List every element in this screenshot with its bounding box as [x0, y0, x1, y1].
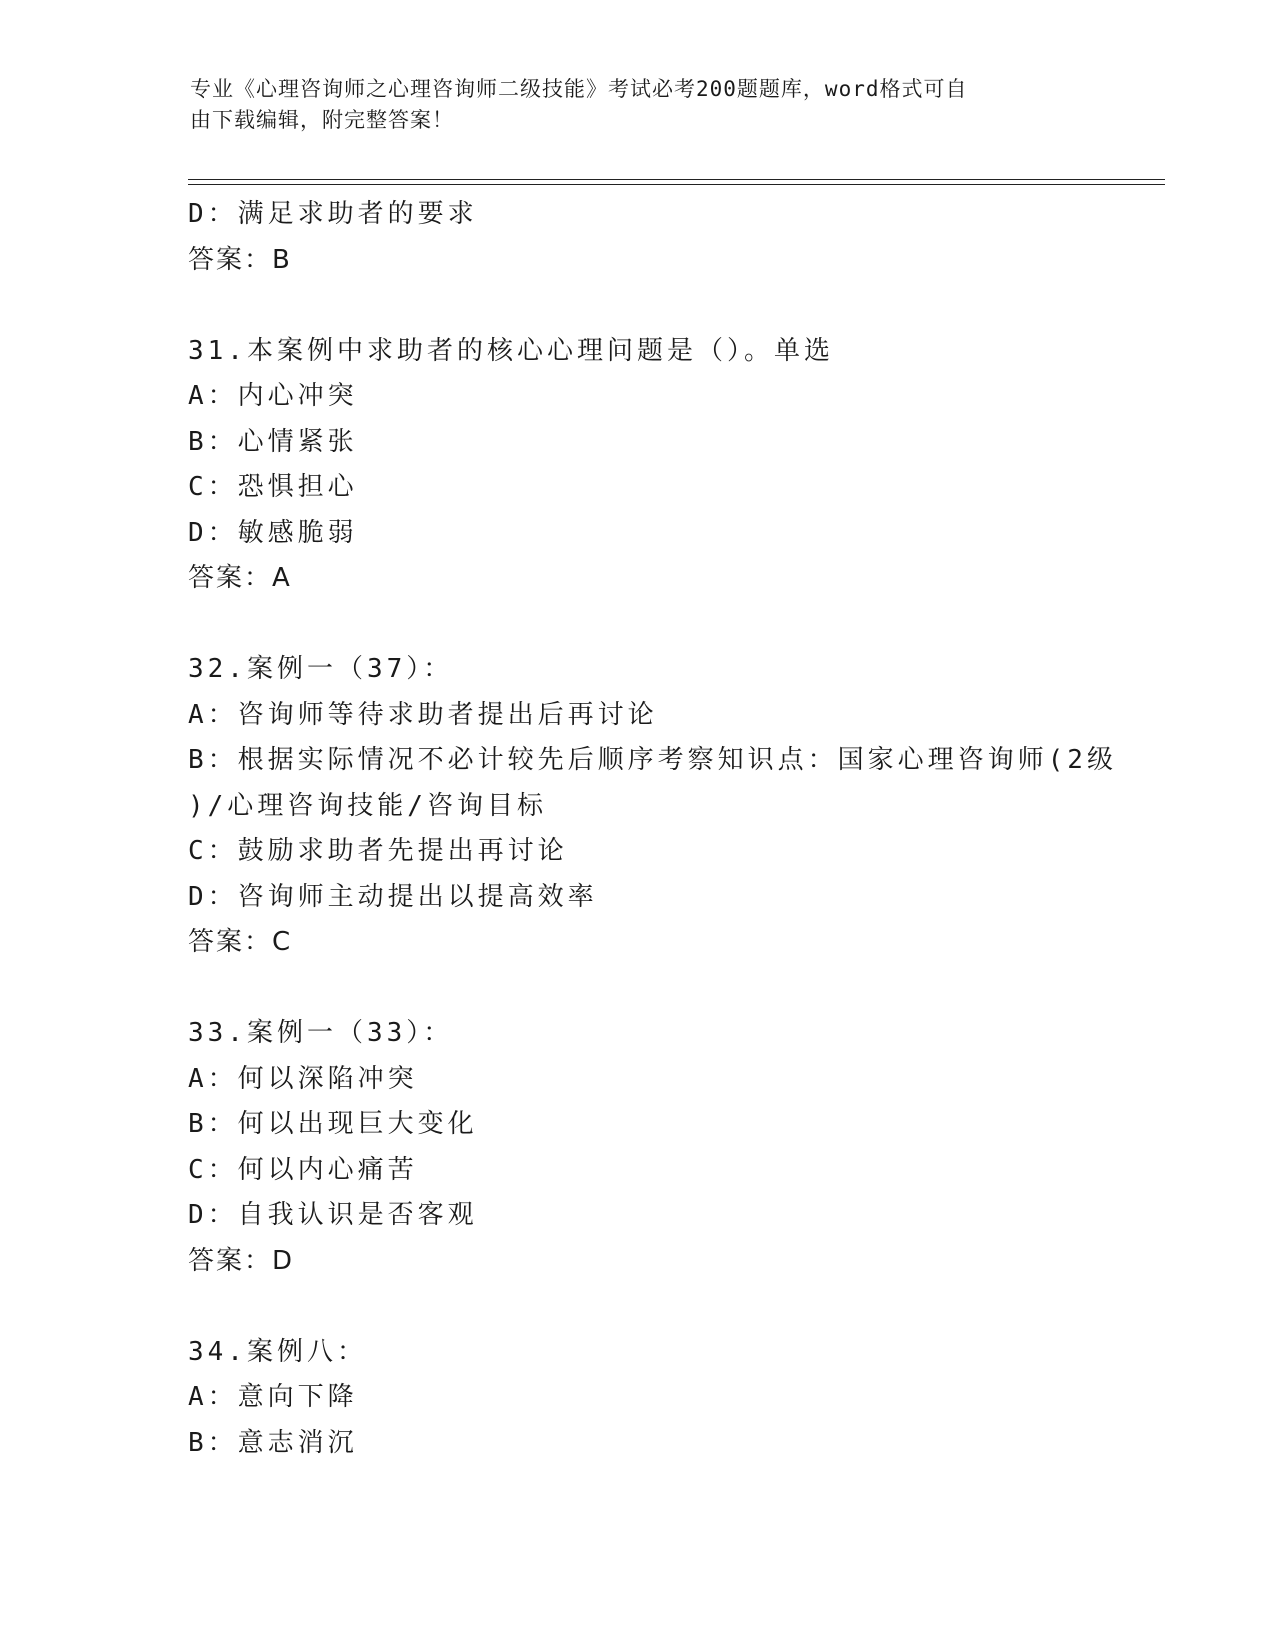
page-header [190, 74, 1090, 136]
question-list [188, 192, 1148, 1466]
option-b: B：心情紧张 [188, 426, 358, 457]
question-33 [188, 1011, 1148, 1284]
answer-line: 答案：D [188, 1245, 295, 1276]
question-stem: 34.案例八： [188, 1336, 367, 1367]
option-c: C：恐惧担心 [188, 472, 358, 502]
spacer [188, 283, 1148, 329]
option-a: A：何以深陷冲突 [188, 1063, 418, 1094]
spacer [188, 966, 1148, 1012]
header-line-2: 由下载编辑，附完整答案！ [190, 108, 454, 132]
option-d: D：敏感脆弱 [188, 517, 358, 548]
option-b: B：何以出现巨大变化 [188, 1109, 478, 1139]
option-b-continued: )/心理咨询技能/咨询目标 [188, 790, 547, 821]
answer-line: 答案：B [188, 244, 292, 275]
header-divider-top [188, 179, 1165, 180]
prev-question-tail [188, 192, 1148, 283]
question-stem: 33.案例一（33）： [188, 1018, 454, 1048]
option-d: D：咨询师主动提出以提高效率 [188, 881, 598, 912]
option-a: A：意向下降 [188, 1382, 358, 1412]
option-c: C：何以内心痛苦 [188, 1154, 418, 1185]
option-a: A：内心冲突 [188, 381, 358, 411]
option-c: C：鼓励求助者先提出再讨论 [188, 836, 568, 866]
header-divider-bottom [188, 184, 1165, 185]
option-a: A：咨询师等待求助者提出后再讨论 [188, 699, 658, 730]
spacer [188, 1284, 1148, 1330]
question-31 [188, 329, 1148, 602]
question-stem: 32.案例一（37）： [188, 654, 454, 684]
header-line-1: 专业《心理咨询师之心理咨询师二级技能》考试必考200题题库，word格式可自 [190, 77, 968, 101]
option-d: D：满足求助者的要求 [188, 199, 478, 229]
answer-line: 答案：A [188, 563, 292, 593]
answer-line: 答案：C [188, 927, 293, 957]
spacer [188, 602, 1148, 648]
option-b: B：根据实际情况不必计较先后顺序考察知识点：国家心理咨询师(2级 [188, 745, 1117, 775]
question-stem: 31.本案例中求助者的核心心理问题是（）。单选 [188, 335, 834, 366]
option-d: D：自我认识是否客观 [188, 1200, 478, 1230]
option-b: B：意志消沉 [188, 1427, 358, 1458]
question-34 [188, 1330, 1148, 1467]
question-32 [188, 647, 1148, 966]
